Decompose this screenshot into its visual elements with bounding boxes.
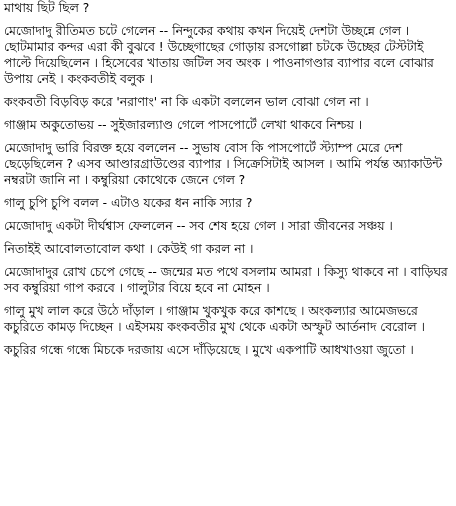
paragraph-7: মেজোদাদু একটা দীর্ঘশ্বাস ফেললেন -- সব শেষ হয়ে গেল । সারা জীবনের সঞ্চয় । bbox=[4, 219, 393, 233]
paragraph-1: মাথায় ছিট ছিল ? bbox=[4, 1, 90, 15]
paragraph-9: মেজোদাদুর রোখ চেপে গেছে -- জন্মের মত পথে বসলাম আমরা । কিস্যু থাকবে না । বাড়িঘর সব কম্বুরিয়া গাপ করবে । গালুটার বিয়ে হবে না মোহন । bbox=[4, 265, 448, 295]
paragraph-4: গাঞ্জাম অকুতোভয় -- সুইজারল্যাণ্ড গেলে পাসপোর্টে লেখা থাকবে নিশ্চয় । bbox=[4, 118, 363, 132]
paragraph-6: গালু চুপি চুপি বলল - এটাও যকের ধন নাকি স্যার ? bbox=[4, 196, 253, 210]
paragraph-10: গালু মুখ লাল করে উঠে দাঁড়াল । গাঞ্জাম খুকখুক করে কাশছে । অংকল্যার আমেজভরে কচুরিতে কামড় দিচ্ছেন । এইসময় কংকবতীর মুখ থেকে একটা অস্ফুট আর্তনাদ বেরোল । bbox=[4, 304, 425, 334]
paragraph-3: কংকবতী বিড়বিড় করে 'নরাণাং' না কি একটা বললেন ভাল বোঝা গেল না । bbox=[4, 95, 369, 109]
paragraph-8: নিতাইই আবোলতাবোল কথা । কেউই গা করল না । bbox=[4, 242, 254, 256]
paragraph-5: মেজোদাদু ভারি বিরক্ত হয়ে বললেন -- সুভাষ বোস কি পাসপোর্টে স্ট্যাম্প মেরে দেশ ছেড়েছিলেন ? এসব আণ্ডারগ্রাউণ্ডের ব্যাপার । সিক্রেসিটাই আসল । আমি পর্যন্ত অ্যাকাউন্ট নম্বরটা জানি না । কম্বুরিয়া কোথেকে জেনে গেল ? bbox=[4, 141, 443, 187]
paragraph-11: কচুরির গন্ধে গন্ধে মিচকে দরজায় এসে দাঁড়িয়েছে । মুখে একপাটি আধখাওয়া জুতো । bbox=[4, 343, 414, 357]
paragraph-2: মেজোদাদু রীতিমত চটে গেলেন -- নিন্দুকের কথায় কখন দিয়েই দেশটা উচ্ছন্নে গেল । ছোটমামার কন্দর এরা কী বুঝবে ! উচ্ছেগাছের গোড়ায় রসগোল্লা চটকে উচ্ছের টেস্টটাই পাল্টে দিয়েছিলেন । হিসেবের খাতায় জটিল সব অংক । পাওনাগণ্ডার ব্যাপার বলে বোঝার উপায় নেই । কংকবতীই বলুক । bbox=[4, 24, 434, 86]
